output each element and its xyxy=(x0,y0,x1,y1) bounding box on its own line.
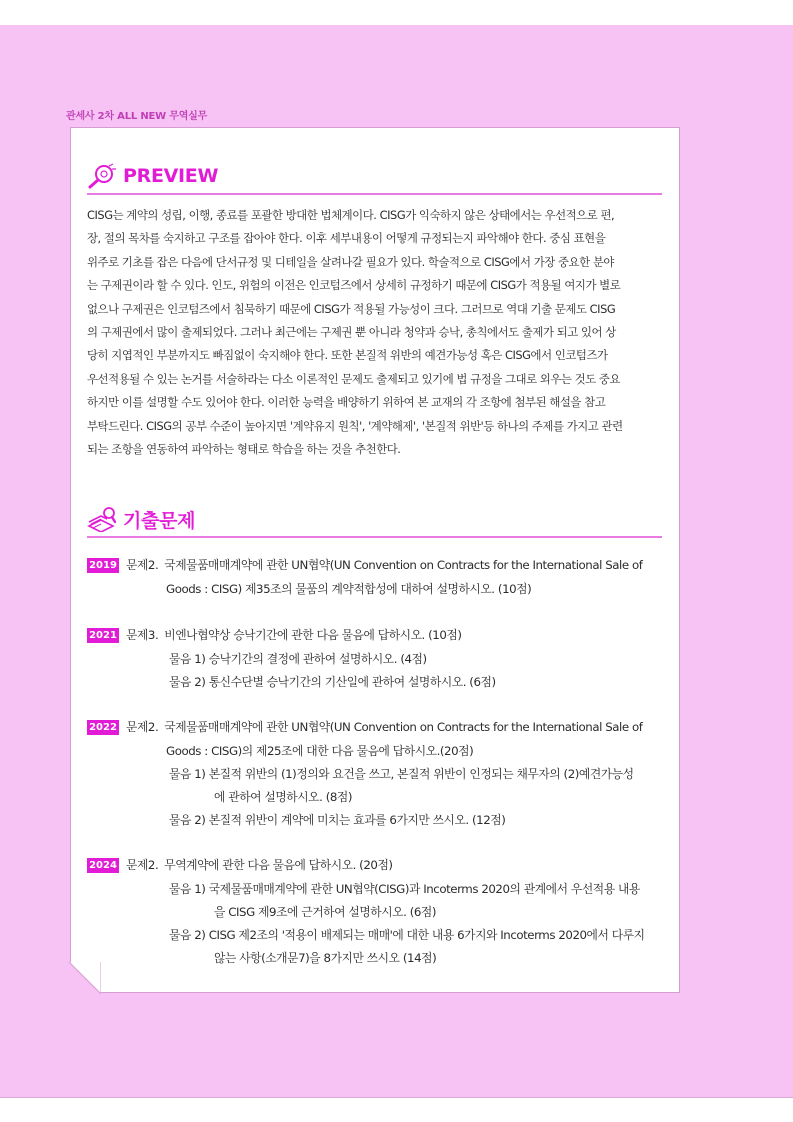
preview-line: 우선적용될 수 있는 논거를 서술하라는 다소 이론적인 문제도 출제되고 있기에 법 규정을 그대로 외우는 것도 중요 xyxy=(87,371,621,386)
question-text: 국제물품매매계약에 관한 UN협약(UN Convention on Contracts for the International Sale of xyxy=(164,720,643,734)
question-text: 국제물품매매계약에 관한 UN협약(UN Convention on Contracts for the International Sale of xyxy=(164,558,643,572)
sub-question: 물음 2) 본질적 위반이 계약에 미치는 효과를 6가지만 쓰시오. (12점) xyxy=(169,813,506,827)
preview-line: 하지만 이를 설명할 수도 있어야 한다. 이러한 능력을 배양하기 위하여 본 교재의 각 조항에 첨부된 해설을 참고 xyxy=(87,395,606,410)
preview-body xyxy=(87,204,663,461)
question-number: 문제2. xyxy=(126,720,159,734)
preview-rule xyxy=(87,193,662,195)
preview-line: 는 구제권이라 할 수 있다. 인도, 위험의 이전은 인코텀즈에서 상세히 규정하기 때문에 CISG가 적용될 여지가 별로 xyxy=(87,278,621,293)
preview-line: 되는 조항을 연동하여 파악하는 형태로 학습을 하는 것을 추천한다. xyxy=(87,442,401,457)
preview-line: CISG는 계약의 성립, 이행, 종료를 포괄한 방대한 법체계이다. CISG가 익숙하지 않은 상태에서는 우선적으로 편, xyxy=(87,208,615,222)
preview-line: 부탁드린다. CISG의 공부 수준이 높아지면 '계약유지 원칙', '계약해제', '본질적 위반'등 하나의 주제를 가지고 관련 xyxy=(87,418,623,433)
year-badge: 2024 xyxy=(87,858,119,873)
question-text-cont: Goods : CISG) 제35조의 물품의 계약적합성에 대하여 설명하시오. (10점) xyxy=(166,582,532,596)
sub-question: 물음 1) 본질적 위반의 (1)정의와 요건을 쓰고, 본질적 위반이 인정되는 채무자의 (2)예견가능성 xyxy=(169,767,634,781)
question-text: 비엔나협약상 승낙기간에 관한 다음 물음에 답하시오. (10점) xyxy=(164,628,462,642)
exam-title: 기출문제 xyxy=(123,509,196,532)
sub-question: 물음 1) 승낙기간의 결정에 관하여 설명하시오. (4점) xyxy=(169,652,427,666)
page-fold-icon xyxy=(69,962,101,994)
preview-line: 의 구제권에서 많이 출제되었다. 그러나 최근에는 구제권 뿐 아니라 청약과 승낙, 총칙에서도 출제가 되고 있어 상 xyxy=(87,325,616,340)
question-number: 문제3. xyxy=(126,628,159,642)
sub-question-cont: 에 관하여 설명하시오. (8점) xyxy=(214,790,353,804)
preview-title: PREVIEW xyxy=(123,165,219,187)
year-badge: 2019 xyxy=(87,558,119,573)
preview-line: 위주로 기초를 잡은 다음에 단서규정 및 디테일을 살려나갈 필요가 있다. 학술적으로 CISG에서 가장 중요한 분야 xyxy=(87,254,614,269)
running-header: 관세사 2차 ALL NEW 무역실무 xyxy=(66,111,208,122)
preview-line: 장, 절의 목차를 숙지하고 구조를 잡아야 한다. 이후 세부내용이 어떻게 규정되는지 파악해야 한다. 중심 표현을 xyxy=(87,231,606,246)
magnifier-icon xyxy=(87,163,117,189)
footer-rule xyxy=(0,1097,793,1098)
preview-heading xyxy=(87,162,218,190)
sub-question-cont: 않는 사항(소개문7)을 8가지만 쓰시오 (14점) xyxy=(214,951,437,965)
year-badge: 2022 xyxy=(87,720,119,735)
preview-line: 없으나 구제권은 인코텀즈에서 침묵하기 때문에 CISG가 적용될 가능성이 크다. 그러므로 역대 기출 문제도 CISG xyxy=(87,301,616,316)
sub-question: 물음 2) CISG 제2조의 '적용이 배제되는 매매'에 대한 내용 6가지와 Incoterms 2020에서 다루지 xyxy=(169,928,645,942)
question-number: 문제2. xyxy=(126,558,159,572)
question-number: 문제2. xyxy=(126,858,159,872)
year-badge: 2021 xyxy=(87,628,119,643)
exam-heading xyxy=(87,505,195,533)
exam-rule xyxy=(87,536,662,538)
question-text: 무역계약에 관한 다음 물음에 답하시오. (20점) xyxy=(164,858,393,872)
preview-line: 당히 지엽적인 부분까지도 빠짐없이 숙지해야 한다. 또한 본질적 위반의 예견가능성 혹은 CISG에서 인코텀즈가 xyxy=(87,348,608,363)
sub-question: 물음 1) 국제물품매매계약에 관한 UN협약(CISG)과 Incoterms 2020의 관계에서 우선적용 내용 xyxy=(169,882,640,896)
sub-question: 물음 2) 통신수단별 승낙기간의 기산일에 관하여 설명하시오. (6점) xyxy=(169,675,496,689)
books-magnifier-icon xyxy=(87,506,117,532)
sub-question-cont: 을 CISG 제9조에 근거하여 설명하시오. (6점) xyxy=(214,905,437,919)
question-text-cont: Goods : CISG)의 제25조에 대한 다음 물음에 답하시오.(20점) xyxy=(166,744,474,758)
